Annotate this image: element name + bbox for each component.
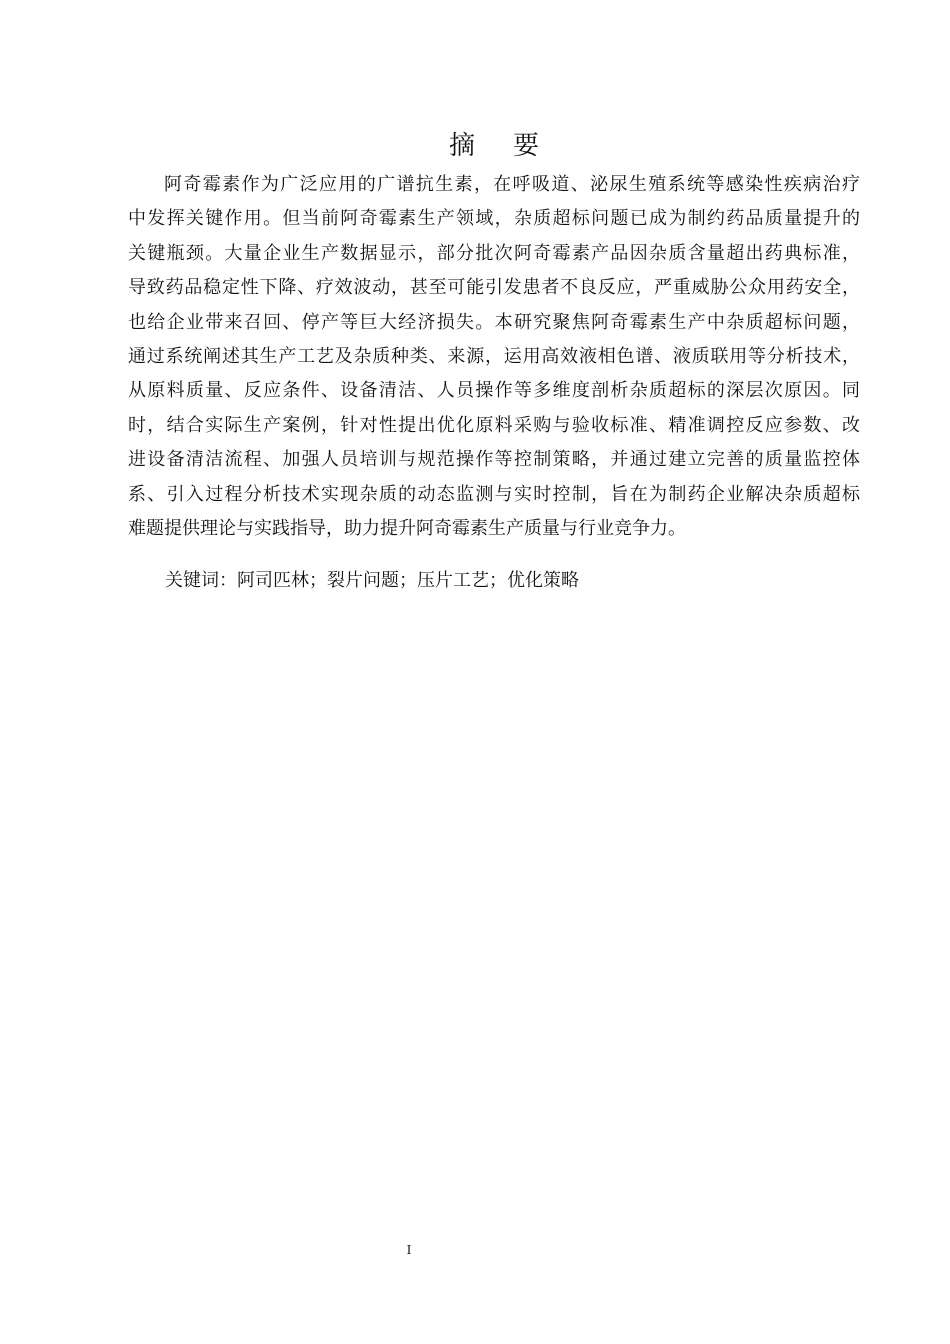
abstract-line: 导致药品稳定性下降、疗效波动，甚至可能引发患者不良反应，严重威胁公众用药安全，	[128, 277, 860, 299]
title-char-1: 摘	[448, 131, 477, 161]
abstract-body	[128, 168, 860, 546]
title-char-2: 要	[513, 131, 542, 161]
abstract-line: 也给企业带来召回、停产等巨大经济损失。本研究聚焦阿奇霉素生产中杂质超标问题，	[128, 311, 860, 333]
abstract-line: 通过系统阐述其生产工艺及杂质种类、来源，运用高效液相色谱、液质联用等分析技术，	[128, 345, 860, 367]
abstract-line: 难题提供理论与实践指导，助力提升阿奇霉素生产质量与行业竞争力。	[128, 517, 686, 539]
abstract-line: 中发挥关键作用。但当前阿奇霉素生产领域，杂质超标问题已成为制约药品质量提升的	[128, 208, 860, 230]
abstract-line: 从原料质量、反应条件、设备清洁、人员操作等多维度剖析杂质超标的深层次原因。同	[128, 380, 860, 402]
abstract-title	[0, 128, 950, 164]
abstract-line: 阿奇霉素作为广泛应用的广谱抗生素，在呼吸道、泌尿生殖系统等感染性疾病治疗	[164, 174, 860, 195]
keywords-line: 关键词：阿司匹林；裂片问题；压片工艺；优化策略	[165, 570, 579, 591]
abstract-line: 关键瓶颈。大量企业生产数据显示，部分批次阿奇霉素产品因杂质含量超出药典标准，	[128, 242, 860, 264]
abstract-line: 系、引入过程分析技术实现杂质的动态监测与实时控制，旨在为制药企业解决杂质超标	[128, 483, 860, 505]
page-number: I	[406, 1243, 412, 1257]
abstract-line: 进设备清洁流程、加强人员培训与规范操作等控制策略，并通过建立完善的质量监控体	[128, 449, 860, 471]
abstract-line: 时，结合实际生产案例，针对性提出优化原料采购与验收标准、精准调控反应参数、改	[128, 414, 860, 436]
